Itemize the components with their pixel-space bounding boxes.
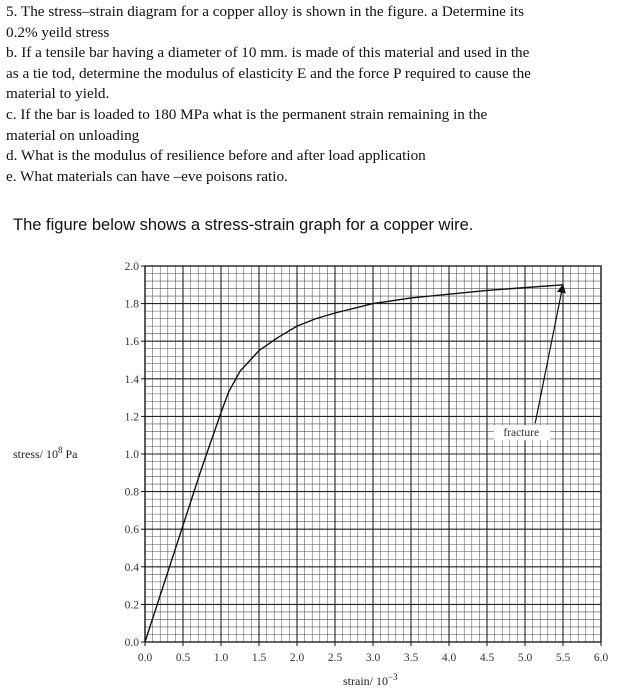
x-tick-label: 5.0	[517, 652, 533, 664]
x-tick-label: 1.5	[251, 652, 267, 664]
x-tick-label: 3.0	[365, 652, 381, 664]
x-tick-label: 0.5	[175, 652, 191, 664]
x-tick-label: 2.5	[327, 652, 343, 664]
x-axis-label: strain/ $10^{-3}$	[343, 672, 398, 688]
y-axis-label: stress/ $10^8$ Pa	[13, 445, 78, 461]
question-line: b. If a tensile bar having a diameter of 10 mm. is made of this material and used in the	[6, 44, 530, 62]
tick-labels	[125, 261, 609, 664]
x-tick-label: 5.5	[555, 652, 571, 664]
question-line: d. What is the modulus of resilience before and after load application	[6, 147, 426, 165]
fracture-arrow	[535, 285, 563, 423]
data-series	[145, 285, 563, 642]
x-tick-label: 4.5	[479, 652, 495, 664]
question-line: 5. The stress–strain diagram for a copper alloy is shown in the figure. a Determine its	[6, 3, 525, 20]
y-tick-label: 2.0	[124, 261, 139, 273]
y-tick-label: 1.0	[124, 449, 139, 461]
question-line: 0.2% yeild stress	[6, 23, 110, 41]
x-tick-label: 2.0	[289, 652, 305, 664]
question-line: e. What materials can have –eve poisons ratio.	[6, 167, 288, 185]
fracture-label: fracture	[503, 427, 540, 440]
y-tick-label: 1.4	[124, 373, 139, 386]
x-tick-label: 0.0	[137, 652, 153, 664]
y-tick-label: 0.2	[124, 599, 139, 612]
y-tick-label: 0.8	[124, 486, 139, 499]
y-tick-label: 1.8	[124, 298, 139, 311]
x-tick-label: 4.0	[441, 652, 457, 664]
y-tick-label: 0.0	[124, 637, 139, 649]
figure-caption: The figure below shows a stress-strain graph for a copper wire.	[13, 216, 474, 234]
y-tick-label: 0.4	[124, 561, 139, 574]
question-line: material on unloading	[6, 126, 140, 144]
question-line: c. If the bar is loaded to 180 MPa what is the permanent strain remaining in the	[6, 105, 488, 123]
series-line	[145, 285, 563, 642]
question-line: as a tie tod, determine the modulus of elasticity E and the force P required to cause the	[6, 64, 531, 82]
x-tick-label: 3.5	[403, 652, 419, 664]
question-line: material to yield.	[6, 85, 110, 103]
stress-strain-chart	[0, 248, 639, 692]
x-tick-label: 6.0	[593, 652, 609, 664]
question-text	[6, 2, 634, 187]
y-tick-label: 0.6	[124, 524, 139, 537]
y-tick-label: 1.6	[124, 336, 139, 349]
x-tick-label: 1.0	[213, 652, 229, 664]
y-tick-label: 1.2	[124, 411, 139, 424]
